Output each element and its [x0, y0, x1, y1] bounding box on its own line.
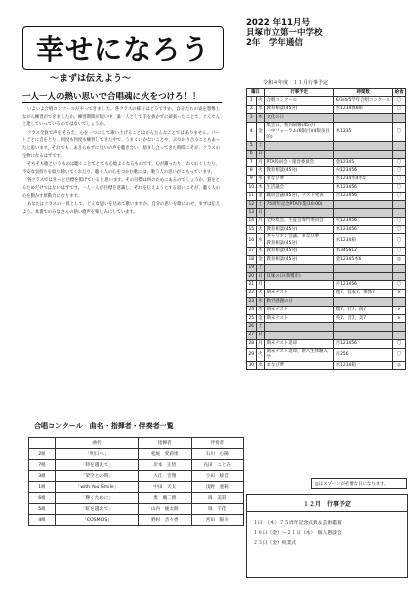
schedule-weekday-cell: 水 [256, 234, 264, 247]
schedule-meal-cell: 〇 [393, 192, 406, 200]
schedule-meal-cell [393, 273, 406, 281]
schedule-date-cell: 30 [247, 361, 257, 369]
schedule-meal-cell: ◎ [393, 256, 406, 264]
contest-accompanist-cell: 長田 ことみ [191, 460, 244, 471]
schedule-time-cell: 木123456 [334, 184, 393, 192]
contest-row [29, 493, 244, 504]
schedule-weekday-cell: 土 [256, 323, 264, 331]
schedule-meal-cell: × [393, 289, 406, 297]
schedule-event-cell: まなび夢 [265, 361, 334, 369]
schedule-date-cell: 21 [247, 281, 257, 289]
schedule-event-cell: まなび夢 [265, 175, 334, 183]
schedule-weekday-cell: 月 [256, 340, 264, 348]
schedule-row [247, 175, 406, 183]
schedule-date-cell: 6 [247, 150, 257, 158]
schedule-meal-cell [393, 331, 406, 339]
contest-conductor-cell: 中田 天太 [139, 482, 192, 493]
schedule-time-cell [334, 150, 393, 158]
schedule-meal-cell [393, 142, 406, 150]
schedule-weekday-cell: 土 [256, 264, 264, 272]
schedule-event-cell: 生活議会 [265, 184, 334, 192]
contest-row [29, 471, 244, 482]
schedule-weekday-cell: 月 [256, 217, 264, 225]
article-paragraph: そもそも歌というものは聴くことでとても心地よくなるものです。心が躍ったり、わくわくしたり、不安な気持ちを取り除いてくれたり。聴く人の心をつかむ歌には、歌う人の思いがこもっています。 [22, 162, 221, 175]
schedule-weekday-cell: 金 [256, 192, 264, 200]
schedule-row [247, 298, 406, 306]
schedule-time-cell: 月256 [334, 348, 393, 361]
contest-song-cell: 「虹を越えて」 [56, 504, 139, 515]
schedule-weekday-cell: 水 [256, 105, 264, 113]
schedule-time-cell [334, 331, 393, 339]
december-title: １２月 行事予定 [302, 501, 351, 508]
issue-date: 2022 年11月号 [246, 18, 310, 28]
schedule-meal-cell: 〇 [393, 158, 406, 166]
contest-conductor-cell: 野村 音々香 [139, 515, 192, 526]
schedule-date-cell: 12 [247, 200, 257, 208]
schedule-date-cell: 20 [247, 273, 257, 281]
schedule-date-cell: 25 [247, 315, 257, 323]
schedule-event-cell: 職員会議(45分)、テスト発表 [265, 192, 334, 200]
schedule-row [247, 323, 406, 331]
article-body [22, 106, 220, 217]
schedule-date-cell: 7 [247, 158, 257, 166]
december-divider [247, 511, 407, 512]
grade-newsletter-label: 2年 学年通信 [246, 38, 303, 48]
schedule-time-cell: 水1234体6組 [334, 105, 393, 113]
schedule-row [247, 247, 406, 255]
schedule-weekday-cell: 水 [256, 298, 264, 306]
contest-conductor-cell: 奥 颯二朗 [139, 493, 192, 504]
schedule-event-cell: 勤労感謝の日 [265, 298, 334, 306]
schedule-date-cell: 10 [247, 184, 257, 192]
contest-conductor-cell: 岸本 正悟 [139, 460, 192, 471]
schedule-meal-cell: 〇 [393, 217, 406, 225]
schedule-meal-cell [393, 150, 406, 158]
december-item: １６日（金）〜２１日（木） 個人懇談会 [253, 531, 342, 536]
schedule-row [247, 105, 406, 113]
schedule-date-cell: 24 [247, 306, 257, 314]
schedule-event-cell: 文化の日 [265, 114, 334, 122]
schedule-weekday-cell: 日 [256, 150, 264, 158]
contest-header-class [29, 438, 56, 449]
schedule-row [247, 281, 406, 289]
schedule-row [247, 122, 406, 142]
schedule-time-cell [334, 142, 393, 150]
schedule-event-cell: 合唱コンクール [265, 97, 334, 105]
schedule-row [247, 167, 406, 175]
newsletter-title-box [22, 26, 224, 70]
schedule-row [247, 200, 406, 208]
schedule-row [247, 226, 406, 234]
schedule-meal-cell [393, 200, 406, 208]
schedule-event-cell: 期末テスト返却、新入生体験入学 [265, 348, 334, 361]
schedule-weekday-cell: 火 [256, 167, 264, 175]
contest-table [28, 437, 244, 526]
contest-class-cell: 4組 [29, 515, 56, 526]
schedule-meal-cell: × [393, 315, 406, 323]
schedule-meal-cell: 〇 [393, 281, 406, 289]
schedule-row [247, 97, 406, 105]
schedule-time-cell: 月123456 [334, 192, 393, 200]
schedule-header-time: 時間数 [334, 89, 393, 97]
schedule-event-cell: 教育相談(45分) [265, 256, 334, 264]
article-paragraph: 各クラスではきっと目標を掲げていると思います。その目標は何のためにあるのでしょうか。賞をとるためだけではないはずです。一人一人が目標を意識し、それを伝えようとする思いこそが、聴く人の心を動かす原動力になります。 [22, 178, 220, 199]
schedule-weekday-cell: 火 [256, 289, 264, 297]
schedule-weekday-cell: 水 [256, 361, 264, 369]
schedule-date-cell: 23 [247, 298, 257, 306]
contest-class-cell: 6組 [29, 493, 56, 504]
schedule-date-cell: 18 [247, 256, 257, 264]
article-headline: 一人一人の熱い思いで合唱魂に火をつけろ！！ [22, 92, 201, 102]
schedule-meal-cell: ◎ [393, 361, 406, 369]
schedule-date-cell: 17 [247, 247, 257, 255]
contest-song-cell: 「with You Smile」 [56, 482, 139, 493]
contest-accompanist-cell: 宮田 陽斗 [191, 515, 244, 526]
schedule-time-cell [334, 264, 393, 272]
schedule-event-cell: 全校集会、生徒会専門委員会 [265, 217, 334, 225]
schedule-meal-cell: 〇 [393, 122, 406, 142]
schedule-row [247, 184, 406, 192]
schedule-caption: 令和４年度 １１月行事予定 [263, 80, 329, 86]
november-schedule-table [246, 88, 406, 370]
contest-accompanist-cell: 小田 綾音 [191, 471, 244, 482]
schedule-meal-cell: × [393, 306, 406, 314]
schedule-row [247, 264, 406, 272]
contest-class-cell: 5組 [29, 504, 56, 515]
schedule-row [247, 273, 406, 281]
schedule-weekday-cell: 土 [256, 142, 264, 150]
schedule-date-cell: 13 [247, 209, 257, 217]
schedule-time-cell: 木123456 [334, 226, 393, 234]
schedule-meal-cell: 〇 [393, 234, 406, 247]
schedule-weekday-cell: 木 [256, 114, 264, 122]
article-paragraph: あなたはクラスの一員として、どんな思いを込めて歌いますか。自分の思いを歌にのせ、まずは伝えよう。本番でのみなさんの熱い歌声を楽しみにしています。 [22, 202, 221, 215]
schedule-event-cell: 期末テスト返却 [265, 340, 334, 348]
schedule-header-meal: 給食 [393, 89, 406, 97]
schedule-header-event: 行事予定 [265, 89, 334, 97]
newsletter-title: 幸せになろう [35, 33, 210, 66]
schedule-row [247, 256, 406, 264]
schedule-date-cell: 8 [247, 167, 257, 175]
schedule-date-cell: 5 [247, 142, 257, 150]
schedule-event-cell: 教育相談(45分) [265, 226, 334, 234]
school-name: 貝塚市立第一中学校 [246, 28, 323, 38]
schedule-event-cell: PTA役員会・運営委員会 [265, 158, 334, 166]
schedule-row [247, 158, 406, 166]
contest-header-song: 曲名 [56, 438, 139, 449]
headline-divider [22, 102, 222, 103]
schedule-date-cell: 11 [247, 192, 257, 200]
schedule-event-cell: 貝塚の日(我慢市) [265, 273, 334, 281]
contest-header-accompanist: 伴奏者 [191, 438, 244, 449]
schedule-date-cell: 29 [247, 348, 257, 361]
schedule-weekday-cell: 木 [256, 306, 264, 314]
schedule-meal-cell [393, 323, 406, 331]
schedule-header-row [247, 89, 406, 97]
schedule-time-cell: 火123456 [334, 217, 393, 225]
schedule-meal-cell: 〇 [393, 226, 406, 234]
schedule-time-cell: 金12345 [334, 158, 393, 166]
schedule-date-cell: 4 [247, 122, 257, 142]
schedule-weekday-cell: 土 [256, 200, 264, 208]
contest-song-cell: 「架空との時」 [56, 471, 139, 482]
schedule-meal-cell [393, 264, 406, 272]
schedule-weekday-cell: 金 [256, 315, 264, 323]
spoon-note: ◎はスプーンが必要な日になります。 [311, 478, 407, 489]
newsletter-subtitle: 〜まずは伝えよう〜 [50, 74, 132, 84]
schedule-date-cell: 3 [247, 114, 257, 122]
schedule-weekday-cell: 火 [256, 348, 264, 361]
schedule-date-cell: 1 [247, 97, 257, 105]
schedule-row [247, 142, 406, 150]
contest-song-cell: 「時を越えて」 [56, 460, 139, 471]
schedule-event-cell: 教育相談(45分) [265, 167, 334, 175]
schedule-header-day: 曜日 [247, 89, 265, 97]
contest-conductor-cell: 松尾 愛莉果 [139, 449, 192, 460]
schedule-event-cell: 集会日、校内研修(45分) 一中フォーラム(6限目)(4限多目的) [265, 122, 334, 142]
schedule-event-cell [265, 331, 334, 339]
schedule-time-cell [334, 273, 393, 281]
contest-accompanist-cell: 岡 千佳 [191, 504, 244, 515]
contest-song-cell: 「輝くために」 [56, 493, 139, 504]
schedule-weekday-cell: 金 [256, 122, 264, 142]
schedule-event-cell: キャリアン会議、まなび夢 教育相談(45分) [265, 234, 334, 247]
schedule-row [247, 114, 406, 122]
contest-song-cell: 「COSMOS」 [56, 515, 139, 526]
december-schedule-box [246, 494, 408, 578]
contest-list-title: 合唱コンクール 曲名・指揮者・伴奏者一覧 [34, 422, 174, 430]
schedule-time-cell: 木345612 [334, 247, 393, 255]
schedule-event-cell [265, 264, 334, 272]
schedule-time-cell: 月123456 [334, 281, 393, 289]
schedule-event-cell [265, 142, 334, 150]
schedule-row [247, 192, 406, 200]
schedule-time-cell [334, 323, 393, 331]
schedule-meal-cell: 〇 [393, 340, 406, 348]
schedule-date-cell: 14 [247, 217, 257, 225]
contest-conductor-cell: 山内 慶太朗 [139, 504, 192, 515]
schedule-date-cell: 26 [247, 323, 257, 331]
contest-row [29, 515, 244, 526]
schedule-weekday-cell: 月 [256, 281, 264, 289]
schedule-time-cell: 6/3/4/5学年合唱コンクール [334, 97, 393, 105]
schedule-event-cell [265, 150, 334, 158]
schedule-weekday-cell: 火 [256, 97, 264, 105]
schedule-event-cell: 期末テスト [265, 289, 334, 297]
contest-header-row [29, 438, 244, 449]
schedule-row [247, 150, 406, 158]
schedule-event-cell: 75周年記念PTA作業(10:00) [265, 200, 334, 208]
schedule-weekday-cell: 月 [256, 158, 264, 166]
schedule-weekday-cell: 木 [256, 247, 264, 255]
contest-class-cell: 7組 [29, 460, 56, 471]
contest-conductor-cell: 入江 音翔 [139, 471, 192, 482]
schedule-time-cell: 木1235 [334, 122, 393, 142]
schedule-time-cell [334, 114, 393, 122]
schedule-date-cell: 15 [247, 226, 257, 234]
article-paragraph: いよいよ合唱コンクールがやってきました。各クラスの様子はどうですか。自分たちの姿を想像しながら練習ができましたか。練習期間が短い中、誰一人として手を抜かずに頑張ったことで、ぐんぐん上達していっているのではないでしょうか。 [22, 107, 220, 128]
schedule-time-cell: 水1234箱 [334, 234, 393, 247]
schedule-meal-cell [393, 114, 406, 122]
schedule-meal-cell: 〇 [393, 105, 406, 113]
contest-row [29, 504, 244, 515]
schedule-meal-cell: 〇 [393, 167, 406, 175]
december-item: ２３日（金）終業式 [253, 541, 297, 546]
schedule-meal-cell: 〇 [393, 247, 406, 255]
schedule-event-cell [265, 209, 334, 217]
schedule-date-cell: 27 [247, 331, 257, 339]
schedule-meal-cell: 〇 [393, 348, 406, 361]
schedule-time-cell: 水1234箱 [334, 361, 393, 369]
schedule-row [247, 315, 406, 323]
contest-accompanist-cell: 岡 美彩 [191, 493, 244, 504]
contest-row [29, 482, 244, 493]
schedule-meal-cell [393, 209, 406, 217]
schedule-event-cell: 教育相談(45分) [265, 105, 334, 113]
schedule-event-cell: 教育相談(45分) [265, 247, 334, 255]
schedule-time-cell [334, 200, 393, 208]
schedule-meal-cell: 〇 [393, 175, 406, 183]
schedule-event-cell: 期末テスト [265, 306, 334, 314]
schedule-time-cell: 金12345木6 [334, 256, 393, 264]
schedule-event-cell [265, 281, 334, 289]
schedule-row [247, 209, 406, 217]
contest-accompanist-cell: 石川 心陽 [191, 449, 244, 460]
schedule-row [247, 340, 406, 348]
schedule-time-cell: 月123456 [334, 340, 393, 348]
schedule-weekday-cell: 火 [256, 226, 264, 234]
schedule-row [247, 331, 406, 339]
contest-accompanist-cell: 浅野 亜莉 [191, 482, 244, 493]
schedule-time-cell [334, 209, 393, 217]
schedule-time-cell: 数7、社7、国7 [334, 306, 393, 314]
contest-class-cell: 1組 [29, 482, 56, 493]
schedule-row [247, 361, 406, 369]
schedule-time-cell: 英7、音7、美7 [334, 315, 393, 323]
december-item: １日 （木）７５周年記念式典＆芸術鑑賞 [253, 521, 342, 526]
schedule-row [247, 234, 406, 247]
contest-row [29, 449, 244, 460]
issue-info [246, 18, 323, 48]
schedule-date-cell: 2 [247, 105, 257, 113]
schedule-weekday-cell: 金 [256, 256, 264, 264]
schedule-row [247, 289, 406, 297]
schedule-time-cell [334, 298, 393, 306]
schedule-row [247, 306, 406, 314]
contest-class-cell: 3組 [29, 471, 56, 482]
contest-header-conductor: 指揮者 [139, 438, 192, 449]
schedule-date-cell: 9 [247, 175, 257, 183]
schedule-weekday-cell: 水 [256, 175, 264, 183]
schedule-date-cell: 22 [247, 289, 257, 297]
schedule-event-cell: 期末テスト [265, 315, 334, 323]
schedule-meal-cell: 〇 [393, 184, 406, 192]
schedule-weekday-cell: 日 [256, 209, 264, 217]
schedule-meal-cell: 〇 [393, 97, 406, 105]
contest-song-cell: 「明日へ」 [56, 449, 139, 460]
schedule-weekday-cell: 日 [256, 273, 264, 281]
schedule-event-cell [265, 323, 334, 331]
schedule-weekday-cell: 日 [256, 331, 264, 339]
schedule-date-cell: 28 [247, 340, 257, 348]
schedule-row [247, 348, 406, 361]
schedule-time-cell: 火123456 [334, 167, 393, 175]
schedule-row [247, 217, 406, 225]
schedule-weekday-cell: 木 [256, 184, 264, 192]
schedule-meal-cell [393, 298, 406, 306]
contest-class-cell: 2組 [29, 449, 56, 460]
schedule-time-cell: 理7、技家7、保体7 [334, 289, 393, 297]
schedule-date-cell: 16 [247, 234, 257, 247]
schedule-time-cell: 水1234水4水5 [334, 175, 393, 183]
schedule-date-cell: 19 [247, 264, 257, 272]
article-paragraph: クラス全員で声をそろえ、心を一つにして歌い上げることはかんたんなことではありません。パートごとに音をとり、何度も何度も練習してきた中で、うまくいかないことや、ぶつかり合うこともあったと思います。それでも、あきらめずに互いの声を聴き合い、励まし合ってきた時間こそが、クラスの宝物になるはずです。 [22, 130, 220, 159]
contest-row [29, 460, 244, 471]
